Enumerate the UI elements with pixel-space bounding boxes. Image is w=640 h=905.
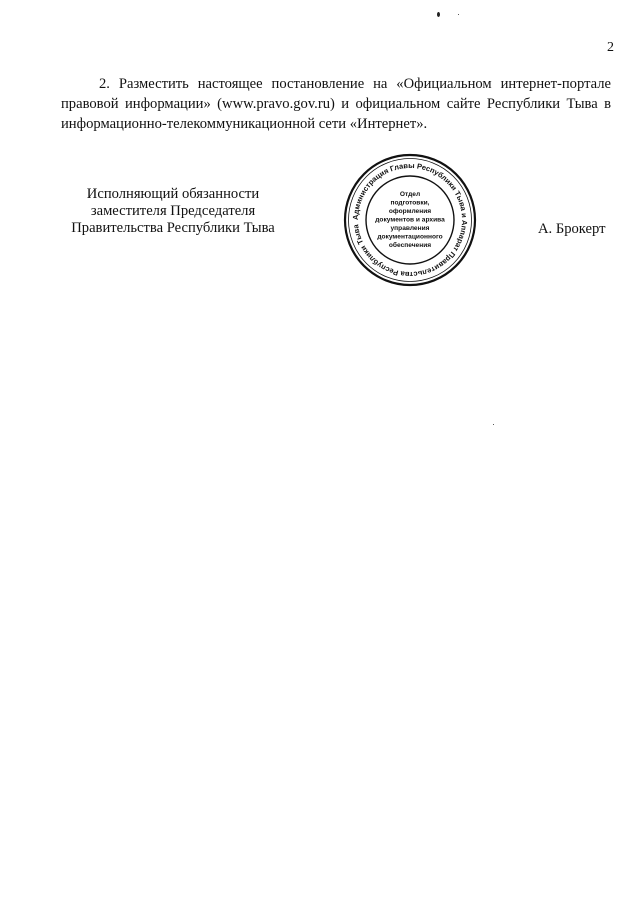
- scan-speck: [458, 14, 459, 15]
- scan-speck: [437, 12, 440, 17]
- seal-center-line: документационного: [377, 233, 443, 241]
- seal-center-text: [375, 191, 445, 249]
- seal-center-line: документов и архива: [375, 216, 445, 224]
- seal-outer-text-path: Администрация Главы Республики Тыва и Аппарат Правительства Республики Тыва: [350, 160, 470, 280]
- body-paragraph: 2. Разместить настоящее постановление на «Официальном интернет-портале правовой информации» (www.pravo.gov.ru) и официальном сайте Республики Тыва в информационно-телекоммуникационной сети «Интернет».: [61, 76, 611, 132]
- seal-center-line: оформления: [388, 208, 432, 215]
- signatory-position-line: Правительства Республики Тыва: [71, 220, 275, 236]
- official-seal: [342, 152, 478, 288]
- signatory-position-line: Исполняющий обязанности: [86, 186, 260, 202]
- signatory-position: [58, 186, 288, 237]
- scan-speck: [493, 424, 494, 425]
- page-number: 2: [607, 40, 614, 55]
- seal-center-line: обеспечения: [388, 242, 432, 249]
- signatory-position-line: заместителя Председателя: [90, 203, 256, 219]
- signatory-name: А. Брокерт: [538, 221, 606, 237]
- seal-center-line: управления: [390, 225, 430, 232]
- seal-center-line: подготовки,: [390, 199, 430, 207]
- seal-center-line: Отдел: [399, 191, 421, 198]
